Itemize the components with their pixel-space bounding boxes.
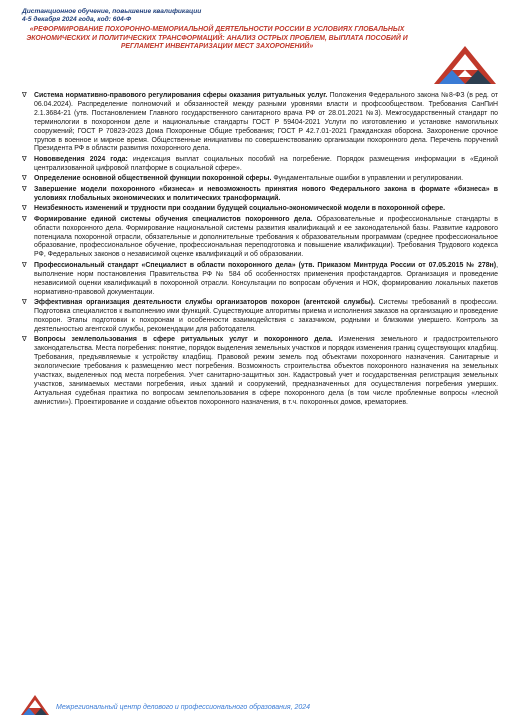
list-item bbox=[24, 92, 498, 154]
footer bbox=[20, 694, 500, 718]
item-text: Системы требований в профессии. Подготовка специалистов к выполнению ими функций. Существующие алгоритмы приема и исполнения заказов на организацию и проведение похорон. Этапы подготовки к похоронам и особенности взаимодействия с заказчиком, родными и близкими умершего. Контроль за деятельностью агентской службы, рекомендации для работодателя. bbox=[34, 299, 498, 333]
triangle-bullet-icon: ∇ bbox=[22, 205, 27, 213]
item-text: Изменения земельного и градостроительного законодательства. Места погребения: понятие, порядок выделения земельных участков и порядок изменения границ существующих кладбищ. Требования, предъявляемые к устройству кладбищ. Правовой режим земель под объектами похоронного назначения. Санитарные и экологические требования к размещению мест погребения. Возможность строительства объектов похоронного назначения на земельных участках, выделенных под места погребения. Учет санитарно-защитных зон. Кадастровый учет и государственная регистрация земельных участков, занимаемых местами погребения, иных зданий и сооружений, предназначенных для осуществления погребения умерших. Актуальная судебная практика по вопросам землепользования в сфере похоронного дела (в том числе проблемные вопросы «лесной амнистии»). Проектирование и создание объектов похоронного назначения, в т.ч. похоронных домов, крематориев. bbox=[34, 336, 499, 406]
list-item bbox=[24, 156, 498, 174]
item-heading: Завершение модели похоронного «бизнеса» и невозможность принятия нового Федерального закона в формате «бизнеса» в условиях глобальных экономических и политических трансформаций. bbox=[34, 185, 498, 202]
item-heading: Профессиональный стандарт «Специалист в области похоронного дела» (утв. Приказом Минтруда России от 07.05.2015 № 278н) bbox=[34, 261, 497, 269]
item-text: Образовательные и профессиональные стандарты в области похоронного дела. Формирование национальной системы развития квалификаций и ее законодательной базы. Развитие кадрового потенциала похоронной отрасли, обязательные и дополнительные требования к образовательным программам (среднее профессиональное образование, профессиональное обучение, профессиональная переподготовка и повышение квалификации). Требования Трудового кодекса РФ, Федеральных законов о независимой оценке квалификаций и об образовании. bbox=[34, 215, 498, 259]
triangle-bullet-icon: ∇ bbox=[22, 155, 27, 163]
triangle-bullet-icon: ∇ bbox=[22, 336, 27, 344]
list-item bbox=[24, 262, 498, 298]
list-item bbox=[24, 336, 498, 407]
course-format: Дистанционное обучение, повышение квалификации bbox=[22, 8, 202, 15]
triangle-bullet-icon: ∇ bbox=[22, 261, 27, 269]
course-dates-code: 4-5 декабря 2024 года, код: 604-Ф bbox=[22, 16, 132, 23]
triangle-bullet-icon: ∇ bbox=[22, 215, 27, 223]
triangle-logo-small-icon bbox=[20, 694, 50, 716]
list-item bbox=[24, 205, 498, 214]
item-heading: Система нормативно-правового регулирования сферы оказания ритуальных услуг. bbox=[34, 92, 328, 99]
item-heading: Вопросы землепользования в сфере ритуальных услуг и похоронного дела. bbox=[34, 336, 333, 344]
triangle-logo-icon bbox=[432, 44, 498, 86]
item-text: индексация выплат социальных пособий на погребение. Порядок размещения информации в «Единой централизованной цифровой платформе в социальной сфере». bbox=[34, 155, 498, 172]
list-item bbox=[24, 175, 498, 184]
header bbox=[22, 8, 442, 52]
item-heading: Неизбежность изменений и трудности при создании будущей социально-экономической модели в похоронной сфере. bbox=[34, 205, 446, 213]
triangle-bullet-icon: ∇ bbox=[22, 185, 27, 193]
item-heading: Эффективная организация деятельности службы организаторов похорон (агентской службы). bbox=[34, 299, 375, 307]
item-heading: Определение основной общественной функции похоронной сферы. bbox=[34, 175, 272, 183]
list-item bbox=[24, 186, 498, 204]
item-text: , выполнение норм постановления Правительства РФ № 584 об особенностях применения профстандартов. Организация и проведение независимой оценки квалификаций в похоронной отрасли. Консультации по вопросам обучения и НОК, формированию локальных пакетов нормативно-правовой документации. bbox=[34, 261, 498, 296]
triangle-bullet-icon: ∇ bbox=[22, 92, 27, 99]
course-title: «РЕФОРМИРОВАНИЕ ПОХОРОННО-МЕМОРИАЛЬНОЙ ДЕЯТЕЛЬНОСТИ РОССИИ В УСЛОВИЯХ ГЛОБАЛЬНЫХ ЭКОНОМИЧЕСКИХ И ПОЛИТИЧЕСКИХ ТРАНСФОРМАЦИЙ: АНАЛИЗ ОСТРЫХ ПРОБЛЕМ, ВЫПЛАТА ПОСОБИЙ И РЕГЛАМЕНТ ИНВЕНТАРИЗАЦИИ МЕСТ ЗАХОРОНЕНИЙ» bbox=[26, 26, 408, 51]
item-text: Фундаментальные ошибки в управлении и регулировании. bbox=[271, 175, 464, 183]
triangle-bullet-icon: ∇ bbox=[22, 175, 27, 183]
list-item bbox=[24, 216, 498, 261]
triangle-bullet-icon: ∇ bbox=[22, 299, 27, 307]
item-text: Положения Федерального закона №8-ФЗ (в ред. от 06.04.2024). Распределение полномочий и обязанностей между разными уровнями власти и профсообществом. Требования СанПиН 2.1.3684-21 (утв. Постановлением Главного государственного санитарного врача РФ от 28.01.2021 №3). Межгосударственный стандарт по терминологии в похоронном деле и национальные стандарты ГОСТ Р 59404-2021 Услуги по изготовлению и установке намогильных сооружений; ГОСТ Р 70823-2023 Дома Похоронные Общие требования; ГОСТ Р 42.7.01-2021 Гражданская оборона. Захоронение срочное трупов в военное и мирное время. Общественные инициативы по совершенствованию организации похоронного дела. Перечень поручений Президента РФ в области развития похоронного дела. bbox=[34, 92, 499, 153]
footer-organization: Межрегиональный центр делового и профессионального образования, 2024 bbox=[56, 704, 311, 711]
list-item bbox=[24, 299, 498, 335]
item-heading: Формирование единой системы обучения специалистов похоронного дела. bbox=[34, 215, 313, 223]
item-heading: Нововведения 2024 года: bbox=[34, 155, 128, 163]
program-topics-list bbox=[24, 92, 498, 409]
